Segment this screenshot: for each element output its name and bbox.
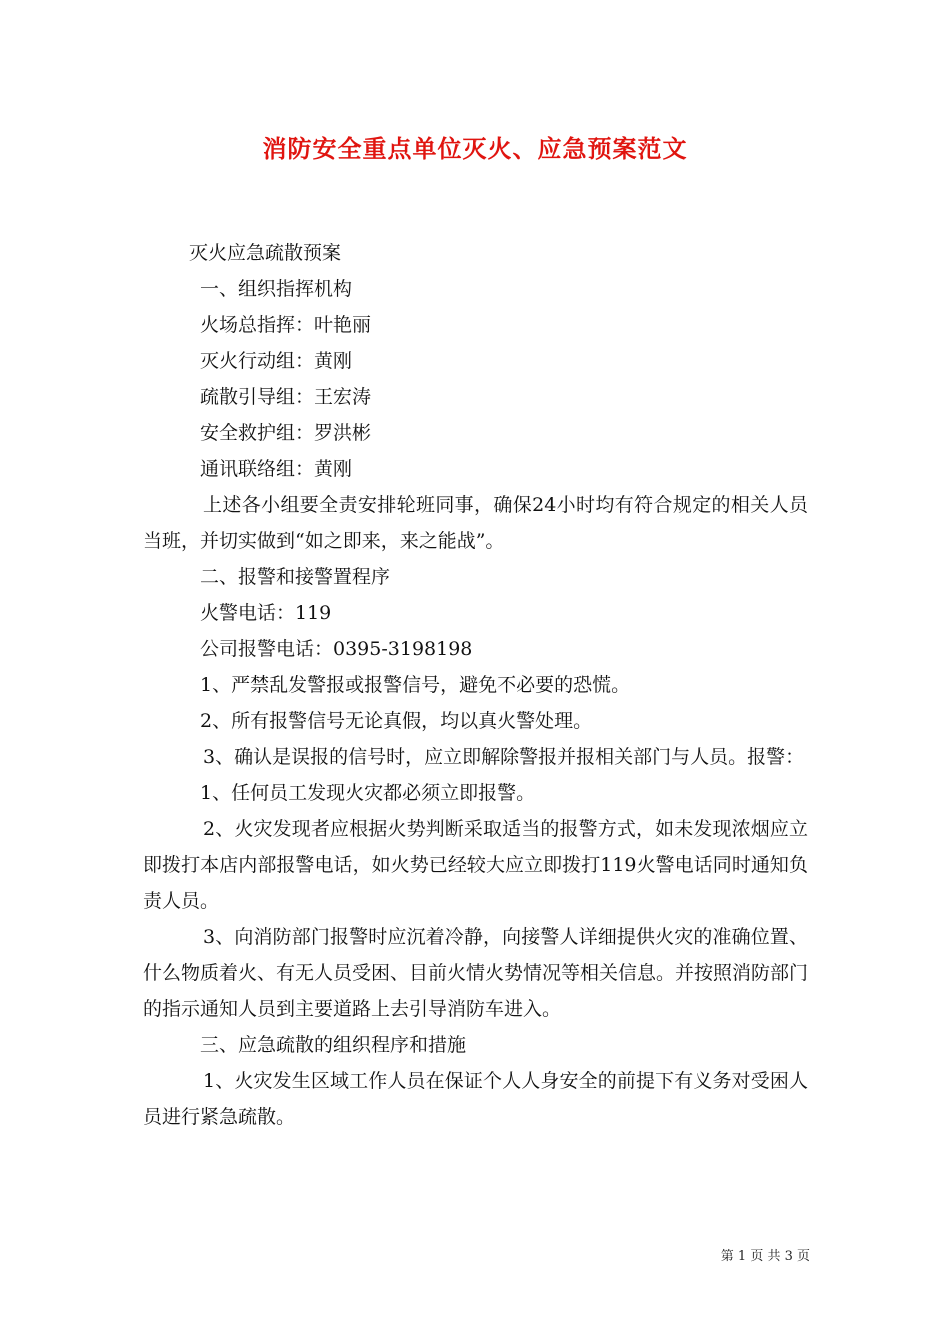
paragraph-shift-duty: 上述各小组要全责安排轮班同事，确保24小时均有符合规定的相关人员当班，并切实做到“如之即来，来之能战”。 xyxy=(143,494,808,552)
section-heading-3: 三、应急疏散的组织程序和措施 xyxy=(200,1034,467,1056)
paragraph-company-phone: 公司报警电话：0395-3198198 xyxy=(200,638,473,660)
paragraph-rescue-group: 安全救护组：罗洪彬 xyxy=(200,422,372,444)
paragraph-firefighting-group: 灭火行动组：黄刚 xyxy=(200,350,353,372)
section-heading-2: 二、报警和接警置程序 xyxy=(200,566,391,588)
document-title: 消防安全重点单位灭火、应急预案范文 xyxy=(262,134,688,163)
paragraph-rule-3: 3、确认是误报的信号时，应立即解除警报并报相关部门与人员。报警： xyxy=(203,746,805,768)
page-number: 第 1 页 共 3 页 xyxy=(720,1249,810,1264)
paragraph-report-2: 2、火灾发现者应根据火势判断采取适当的报警方式，如未发现浓烟应立即拨打本店内部报警电话，如火势已经较大应立即拨打119火警电话同时通知负责人员。 xyxy=(143,818,808,912)
paragraph-evacuation-1: 1、火灾发生区域工作人员在保证个人人身安全的前提下有义务对受困人员进行紧急疏散。 xyxy=(143,1070,808,1128)
paragraph-fire-phone: 火警电话：119 xyxy=(200,602,332,624)
paragraph-rule-2: 2、所有报警信号无论真假，均以真火警处理。 xyxy=(200,710,593,732)
section-heading-1: 一、组织指挥机构 xyxy=(200,278,353,300)
document-body xyxy=(143,235,808,1135)
paragraph-rule-1: 1、严禁乱发警报或报警信号，避免不必要的恐慌。 xyxy=(200,674,631,696)
paragraph-plan-heading: 灭火应急疏散预案 xyxy=(189,242,342,264)
paragraph-evacuation-group: 疏散引导组：王宏涛 xyxy=(200,386,372,408)
paragraph-report-1: 1、任何员工发现火灾都必须立即报警。 xyxy=(200,782,536,804)
paragraph-communication-group: 通讯联络组：黄刚 xyxy=(200,458,353,480)
paragraph-commander: 火场总指挥：叶艳丽 xyxy=(200,314,372,336)
paragraph-report-3: 3、向消防部门报警时应沉着冷静，向接警人详细提供火灾的准确位置、什么物质着火、有无人员受困、目前火情火势情况等相关信息。并按照消防部门的指示通知人员到主要道路上去引导消防车进入。 xyxy=(143,926,809,1020)
